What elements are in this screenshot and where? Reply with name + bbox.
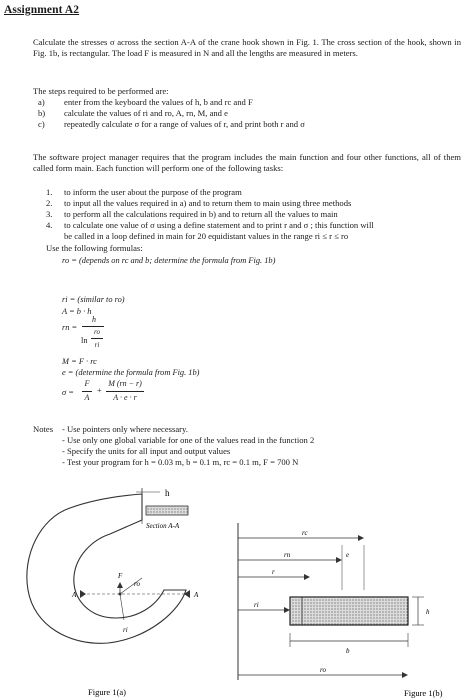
steps-heading: The steps required to be performed are: [33, 86, 169, 96]
formula-rn-ratio-numerator: ro [94, 328, 100, 336]
notes-label: Notes [33, 424, 54, 434]
label-ro-b: ro [320, 666, 326, 674]
formula-sigma-plus: + [97, 386, 102, 395]
figure-1a-crane-hook [0, 478, 232, 700]
formula-sigma-term1-bar [82, 391, 92, 392]
label-r: r [272, 568, 275, 576]
task-marker-1: 1. [46, 187, 53, 197]
note-item: - Test your program for h = 0.03 m, b = 0.1 m, rc = 0.1 m, F = 700 N [62, 457, 299, 467]
label-section-aa: Section A-A [146, 522, 180, 530]
formula-ri: ri = (similar to ro) [62, 295, 125, 304]
formula-ro: ro = (depends on rc and b; determine the formula from Fig. 1b) [62, 256, 276, 265]
task-text-4-continued: be called in a loop defined in main for 20 equidistant values in the range ri ≤ r ≤ ro [64, 231, 349, 241]
formula-sigma-term1-denominator: A [84, 393, 90, 402]
radius-ri-line [120, 594, 124, 620]
load-arrow-head [117, 582, 123, 588]
dim-rn-arrow [336, 557, 342, 563]
formula-sigma-term2-numerator: M (rn − r) [108, 379, 142, 388]
dim-ro-arrow [402, 672, 408, 678]
formula-rn-fraction-bar [82, 326, 104, 327]
formula-sigma-term2-bar [106, 391, 144, 392]
step-marker-b: b) [38, 108, 46, 118]
label-f: F [118, 572, 123, 580]
figure-1b-caption: Figure 1(b) [404, 688, 443, 698]
note-item: - Specify the units for all input and output values [62, 446, 231, 456]
formula-rn-ln: ln [81, 336, 88, 345]
formula-rn-ratio-denominator: ri [94, 341, 100, 349]
formula-moment: M = F · rc [62, 357, 97, 366]
task-text-4: to calculate one value of σ using a define statement and to print r and σ ; this function will [64, 220, 374, 230]
step-marker-a: a) [38, 97, 45, 107]
formula-area: A = b · h [62, 307, 92, 316]
task-marker-3: 3. [46, 209, 53, 219]
task-text-2: to input all the values required in a) and to return them to main using three methods [64, 198, 352, 208]
note-item: - Use only one global variable for one of the values read in the function 2 [62, 435, 315, 445]
cross-section-rectangle [290, 597, 408, 625]
section-arrow-left [80, 590, 86, 598]
formula-rn-numerator: h [92, 315, 96, 324]
formula-sigma-term2-denominator: A · e · r [113, 393, 137, 402]
label-a-right: A [194, 591, 199, 599]
dim-ri-arrow [284, 607, 290, 613]
formula-sigma-lhs: σ = [62, 388, 74, 397]
label-ri: ri [123, 626, 128, 634]
figure-1b-cross-section [232, 515, 465, 700]
requirements-paragraph: The software project manager requires that the program includes the main function and four other functions, all of them called form main. Each function will perform one of the following tasks: [33, 152, 461, 174]
dim-r-arrow [304, 574, 310, 580]
formula-sigma-term1-numerator: F [84, 379, 90, 388]
label-b: b [346, 647, 350, 655]
note-item: - Use pointers only where necessary. [62, 424, 188, 434]
task-marker-2: 2. [46, 198, 53, 208]
label-ro: ro [134, 580, 140, 588]
dim-rc-arrow [358, 535, 364, 541]
task-text-1: to inform the user about the purpose of the program [64, 187, 242, 197]
section-aa-bar [146, 506, 188, 515]
label-e: e [346, 551, 350, 559]
section-arrow-right [184, 590, 190, 598]
label-rc: rc [302, 529, 308, 537]
formula-rn-lhs: rn = [62, 323, 78, 332]
step-text-a: enter from the keyboard the values of h, b and rc and F [64, 97, 253, 107]
task-marker-4: 4. [46, 220, 53, 230]
step-text-c: repeatedly calculate σ for a range of values of r, and print both r and σ [64, 119, 305, 129]
formula-eccentricity: e = (determine the formula from Fig. 1b) [62, 368, 200, 377]
label-a-left: A [72, 591, 77, 599]
step-marker-c: c) [38, 119, 45, 129]
label-rn: rn [284, 551, 291, 559]
formulas-heading: Use the following formulas: [46, 243, 143, 253]
formula-rn-ratio-bar [91, 338, 103, 339]
task-text-3: to perform all the calculations required in b) and to return all the values to main [64, 209, 338, 219]
intro-paragraph: Calculate the stresses σ across the section A-A of the crane hook shown in Fig. 1. The cross section of the hook, shown in Fig. 1b, is rectangular. The load F is measured in N and all the lengths are measured in meters. [33, 37, 461, 59]
label-h-b: h [426, 608, 430, 616]
page-title: Assignment A2 [4, 4, 80, 16]
figure-1a-caption: Figure 1(a) [88, 687, 127, 697]
label-h: h [165, 488, 170, 498]
label-ri-b: ri [254, 601, 259, 609]
step-text-b: calculate the values of ri and ro, A, rn, M, and e [64, 108, 228, 118]
hook-outline [27, 494, 186, 643]
